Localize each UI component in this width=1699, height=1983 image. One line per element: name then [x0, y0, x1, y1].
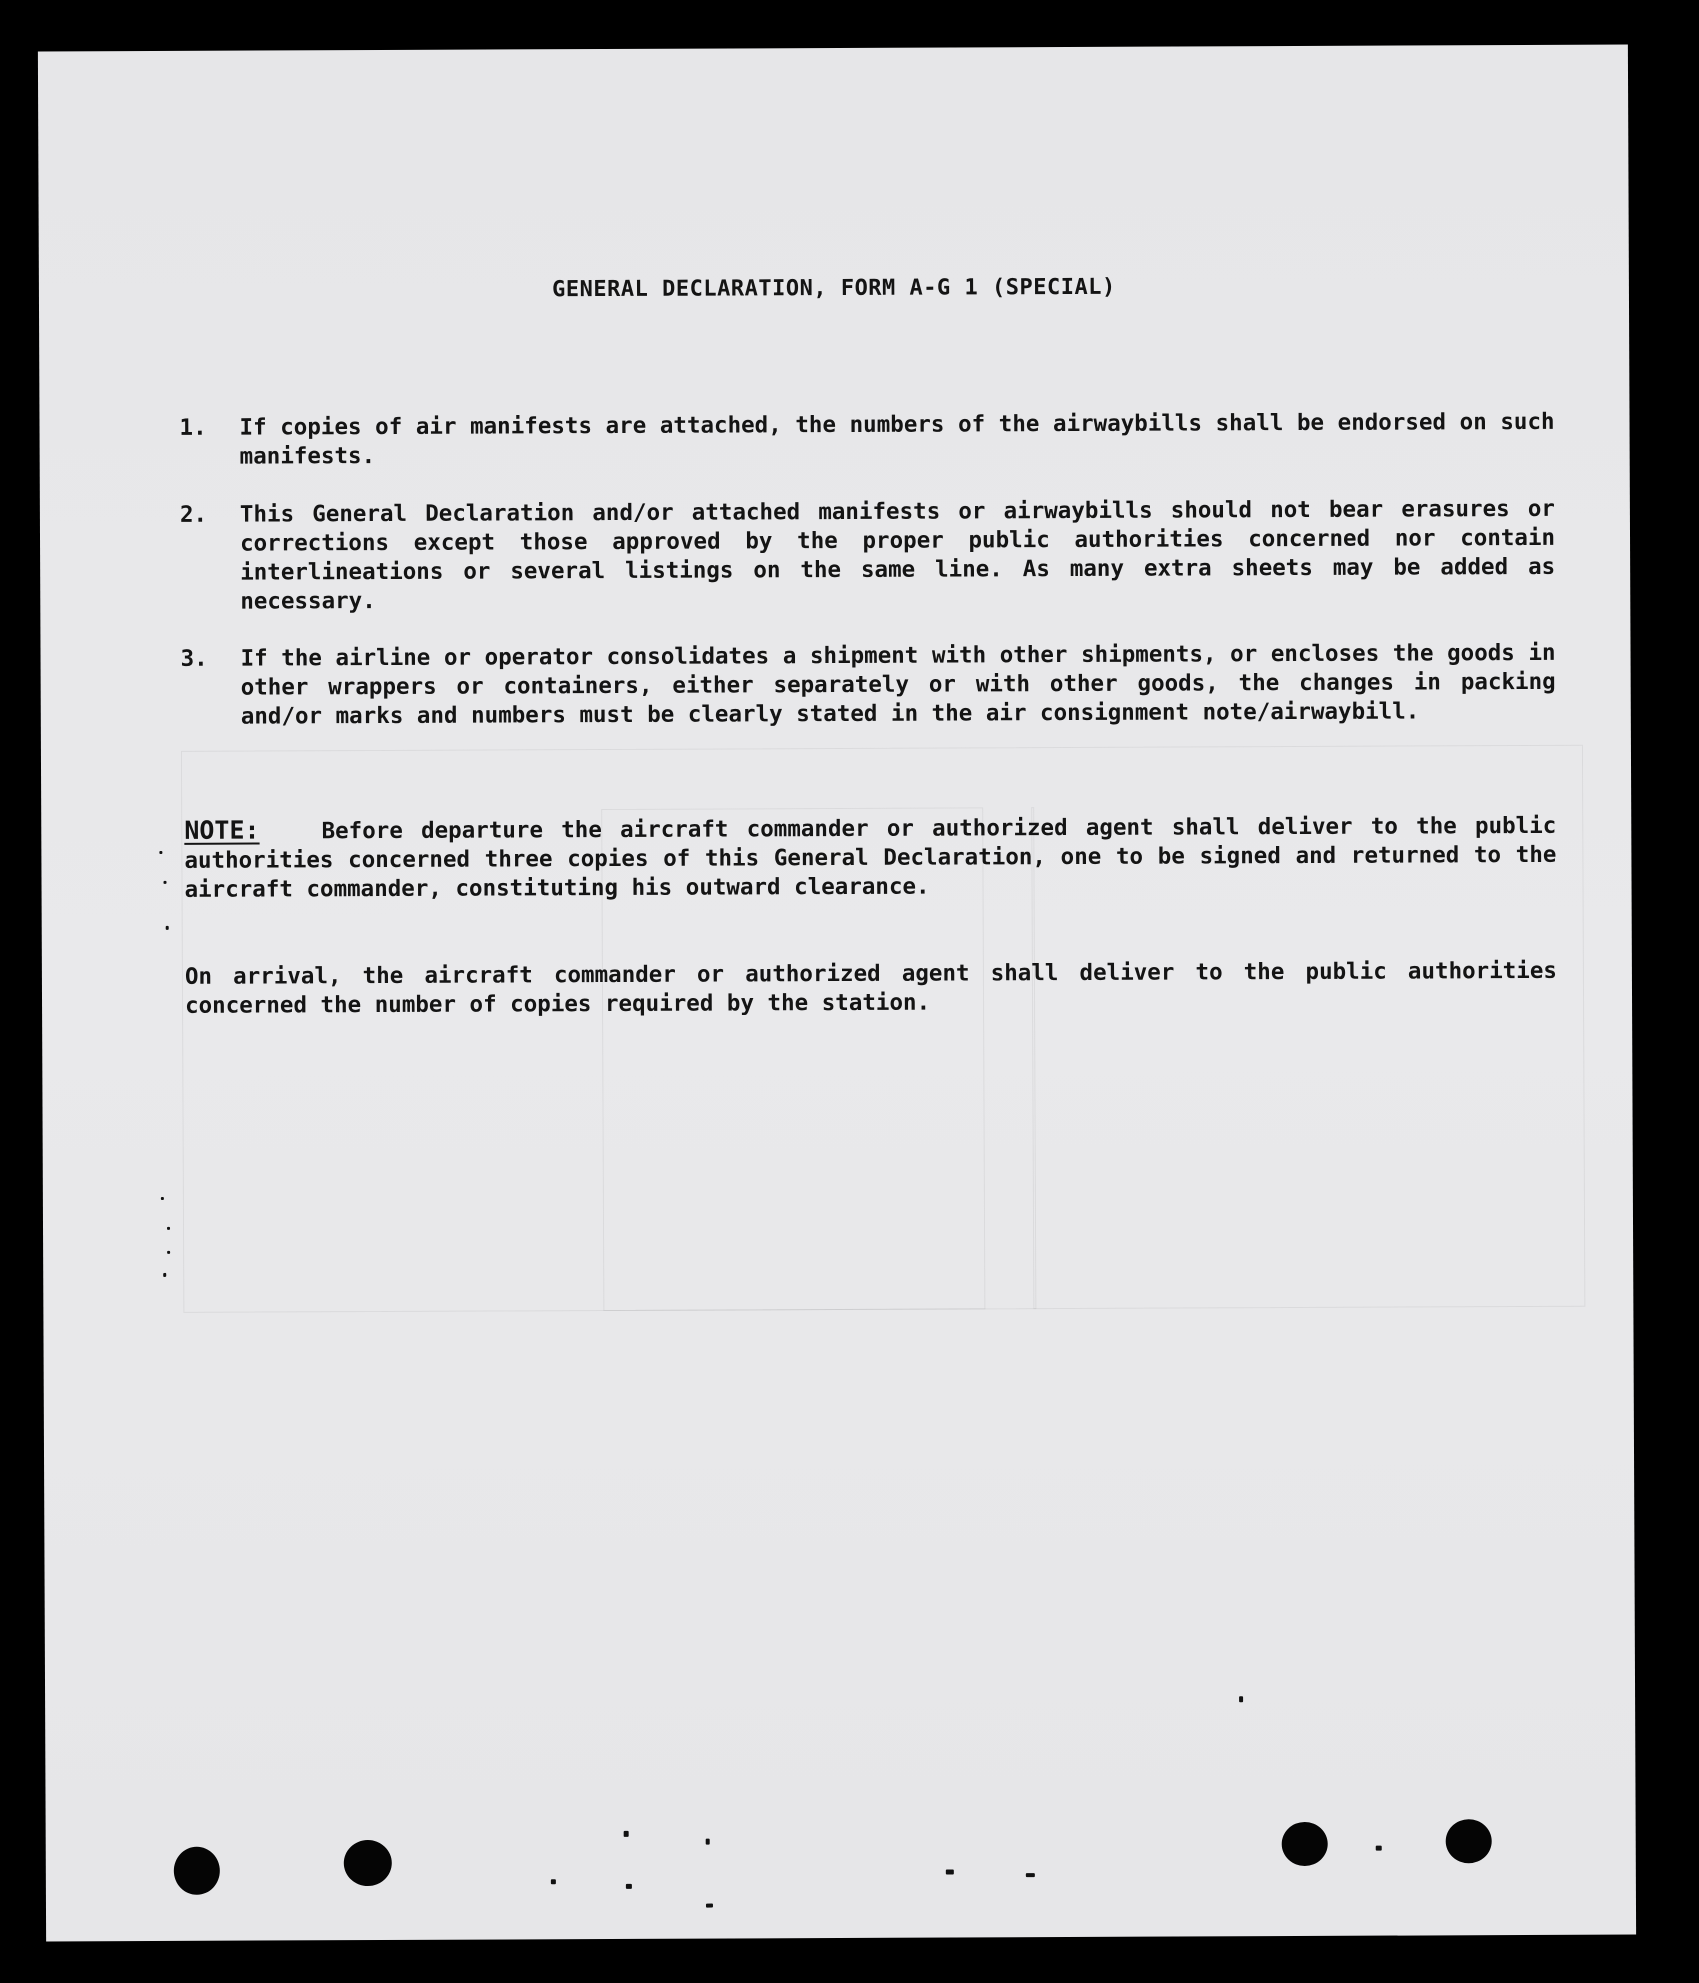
scan-speck	[706, 1904, 713, 1908]
document-sheet	[38, 45, 1636, 1942]
list-item	[179, 408, 1554, 472]
punch-hole	[344, 1840, 392, 1886]
list-item-text: If copies of air manifests are attached, the numbers of the airwaybills shall be endorsed on such manifests.	[239, 408, 1555, 470]
list-item-text: If the airline or operator consolidates a shipment with other shipments, or encloses the goods in other wrappers or containers, either separately or with other goods, the changes in packing and/or marks and numbers must be clearly stated in the air consignment note/airwaybill.	[240, 639, 1556, 730]
list-item-text: This General Declaration and/or attached manifests or airwaybills should not bear erasures or corrections except those approved by the proper public authorities concerned nor contain interlineations or several listings on the same line. As many extra sheets may be added as necessary.	[239, 495, 1556, 615]
scan-speck	[946, 1869, 954, 1874]
scan-speck	[159, 851, 162, 854]
list-item	[180, 495, 1555, 617]
scan-speck	[626, 1884, 632, 1889]
list-item-number: 1.	[179, 414, 207, 441]
scan-speck	[1239, 1696, 1243, 1702]
scan-speck	[161, 1197, 164, 1200]
punch-hole	[174, 1847, 220, 1895]
scan-speck	[1026, 1873, 1035, 1877]
note-paragraph	[184, 810, 1556, 905]
scan-speck	[167, 1251, 170, 1254]
scan-speck	[167, 1227, 170, 1230]
punch-hole	[1446, 1819, 1492, 1863]
note-label: NOTE:	[184, 815, 260, 845]
scan-speck	[624, 1831, 629, 1837]
scan-speck	[706, 1839, 710, 1845]
note-text: Before departure the aircraft commander or authorized agent shall deliver to the public authorities concerned three copies of this General Declaration, one to be signed and returned to the aircraft commander, constituting his outward clearance.	[184, 812, 1557, 903]
scan-speck	[166, 926, 169, 930]
scan-speck	[1376, 1846, 1382, 1851]
arrival-paragraph: On arrival, the aircraft commander or authorized agent shall deliver to the public authorities concerned the number of copies required by the station.	[184, 957, 1557, 1019]
list-item-number: 3.	[180, 645, 208, 672]
scan-speck	[163, 1273, 166, 1277]
list-item-number: 2.	[179, 501, 208, 528]
document-title: GENERAL DECLARATION, FORM A-G 1 (SPECIAL)	[552, 274, 1116, 303]
scan-speck	[164, 881, 167, 884]
list-item	[180, 639, 1555, 732]
scan-speck	[551, 1879, 556, 1884]
punch-hole	[1282, 1822, 1328, 1866]
